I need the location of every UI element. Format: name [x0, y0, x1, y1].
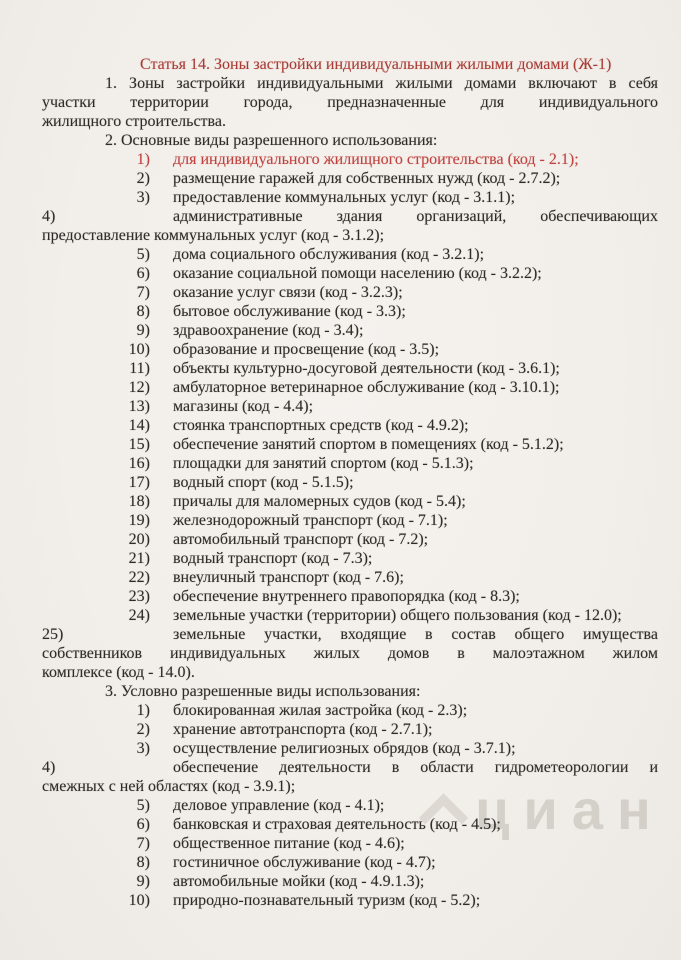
list-item: [42, 891, 658, 910]
list-item: [42, 739, 658, 758]
item-text: оказание услуг связи (код - 3.2.3);: [173, 284, 403, 301]
item-text: банковская и страховая деятельность (код - 4.5);: [173, 816, 501, 833]
list-item: [42, 549, 658, 568]
item-number: 10): [128, 892, 150, 909]
list-item-line: [42, 758, 658, 777]
section3-heading: 3. Условно разрешенные виды использования:: [105, 683, 421, 700]
list-item: [42, 359, 658, 378]
list-item: [42, 625, 658, 682]
item-text: земельные участки, входящие в состав общего имущества: [173, 626, 658, 643]
item-number: 25): [42, 626, 64, 643]
item-text: здравоохранение (код - 3.4);: [173, 322, 364, 339]
list-item: [42, 701, 658, 720]
list-item-line: [42, 739, 658, 758]
list-item: [42, 492, 658, 511]
list-item-line: [42, 378, 658, 397]
list-item-line: [42, 264, 658, 283]
list-item-line: комплексе (код - 14.0).: [42, 664, 195, 681]
list-item-line: [42, 853, 658, 872]
item-text: гостиничное обслуживание (код - 4.7);: [173, 854, 436, 871]
item-number: 11): [129, 360, 150, 377]
list-item-line: [42, 511, 658, 530]
item-number: 23): [128, 588, 150, 605]
item-number: 17): [128, 474, 150, 491]
list-item: [42, 416, 658, 435]
list-item-line: смежных с ней областях (код - 3.9.1);: [42, 778, 296, 795]
list-item-line: предоставление коммунальных услуг (код - 3.1.2);: [42, 227, 385, 244]
list-item-line: [42, 568, 658, 587]
watermark-text: циан: [475, 778, 665, 841]
item-number: 19): [128, 512, 150, 529]
item-number: 9): [136, 322, 150, 339]
item-text: образование и просвещение (код - 3.5);: [173, 341, 440, 358]
item-number: 5): [136, 246, 150, 263]
list-item: [42, 302, 658, 321]
item-number: 5): [136, 797, 150, 814]
list-item-line: [42, 492, 658, 511]
list-item-line: [42, 587, 658, 606]
item-number: 8): [136, 303, 150, 320]
list-item-line: [42, 283, 658, 302]
list-item-line: [42, 872, 658, 891]
list-item-line: [42, 549, 658, 568]
item-text: автомобильный транспорт (код - 7.2);: [173, 531, 429, 548]
list-item: [42, 815, 658, 834]
item-text: автомобильные мойки (код - 4.9.1.3);: [173, 873, 425, 890]
list-item-line: [42, 321, 658, 340]
list-item-line: [42, 245, 658, 264]
item-number: 6): [136, 265, 150, 282]
list-item: [42, 283, 658, 302]
item-text: железнодорожный транспорт (код - 7.1);: [173, 512, 448, 529]
item-number: 1): [136, 702, 150, 719]
item-text: обеспечение занятий спортом в помещениях (код - 5.1.2);: [173, 436, 564, 453]
list-item: [42, 150, 658, 169]
list-item: [42, 511, 658, 530]
list-item-line: [42, 207, 658, 226]
item-text: природно-познавательный туризм (код - 5.2);: [173, 892, 481, 909]
section2-heading: 2. Основные виды разрешенного использования:: [105, 132, 438, 149]
list-item: [42, 872, 658, 891]
list-item-line: [42, 169, 658, 188]
item-text: размещение гаражей для собственных нужд (код - 2.7.2);: [173, 170, 561, 187]
list-item-line: [42, 796, 658, 815]
list-item: [42, 606, 658, 625]
item-number: 1): [136, 151, 150, 168]
list-item-line: [42, 815, 658, 834]
list-item: [42, 454, 658, 473]
item-text: обеспечение деятельности в области гидрометеорологии и: [173, 759, 658, 776]
item-number: 3): [136, 740, 150, 757]
item-number: 13): [128, 398, 150, 415]
item-text: водный спорт (код - 5.1.5);: [173, 474, 354, 491]
list-item-line: [42, 359, 658, 378]
list-item-line: [42, 701, 658, 720]
item-text: площадки для занятий спортом (код - 5.1.3);: [173, 455, 474, 472]
item-text: магазины (код - 4.4);: [173, 398, 314, 415]
intro-paragraph: [42, 74, 658, 131]
list-item: [42, 264, 658, 283]
item-number: 15): [128, 436, 150, 453]
list-item-line: [42, 340, 658, 359]
list-item: [42, 720, 658, 739]
list-item: [42, 473, 658, 492]
list-item: [42, 796, 658, 815]
list-item-line: [42, 834, 658, 853]
item-text: объекты культурно-досуговой деятельности (код - 3.6.1);: [173, 360, 560, 377]
list-item: [42, 245, 658, 264]
list-item-line: [42, 435, 658, 454]
list-item: [42, 587, 658, 606]
item-text: общественное питание (код - 4.6);: [173, 835, 405, 852]
list-item-line: [42, 720, 658, 739]
item-text: стоянка транспортных средств (код - 4.9.2);: [173, 417, 469, 434]
item-text: блокированная жилая застройка (код - 2.3);: [173, 702, 468, 719]
list-item: [42, 435, 658, 454]
list-item-line: [42, 625, 658, 644]
list-item: [42, 169, 658, 188]
list-item-line: собственников индивидуальных жилых домов в малоэтажном жилом: [42, 645, 658, 662]
list-item-line: [42, 530, 658, 549]
list-item: [42, 397, 658, 416]
list-item-line: [42, 606, 658, 625]
item-text: амбулаторное ветеринарное обслуживание (код - 3.10.1);: [173, 379, 560, 396]
item-text: бытовое обслуживание (код - 3.3);: [173, 303, 406, 320]
list-item: [42, 207, 658, 245]
paragraph-line: участки территории города, предназначенные для индивидуального: [42, 94, 658, 111]
list-item: [42, 758, 658, 796]
list-item-line: [42, 416, 658, 435]
item-number: 10): [128, 341, 150, 358]
item-number: 6): [136, 816, 150, 833]
item-number: 14): [128, 417, 150, 434]
item-number: 9): [136, 873, 150, 890]
item-text: административные здания организаций, обеспечивающих: [173, 208, 658, 225]
section3-item-list: [42, 701, 658, 910]
list-item-line: [42, 891, 658, 910]
item-text: осуществление религиозных обрядов (код - 3.7.1);: [173, 740, 516, 757]
item-text: деловое управление (код - 4.1);: [173, 797, 385, 814]
item-number: 7): [136, 284, 150, 301]
list-item-line: [42, 302, 658, 321]
item-number: 4): [42, 759, 56, 776]
item-number: 21): [128, 550, 150, 567]
section2-item-list: [42, 150, 658, 682]
item-text: предоставление коммунальных услуг (код - 3.1.1);: [173, 189, 516, 206]
item-number: 4): [42, 208, 56, 225]
item-number: 3): [136, 189, 150, 206]
list-item-line: [42, 473, 658, 492]
item-number: 7): [136, 835, 150, 852]
document-body: [42, 55, 658, 910]
list-item: [42, 834, 658, 853]
list-item: [42, 188, 658, 207]
list-item-line: [42, 150, 658, 169]
item-number: 16): [128, 455, 150, 472]
item-text: дома социального обслуживания (код - 3.2.1);: [173, 246, 485, 263]
item-number: 2): [136, 170, 150, 187]
item-number: 8): [136, 854, 150, 871]
item-number: 12): [128, 379, 150, 396]
item-number: 22): [128, 569, 150, 586]
item-text: обеспечение внутреннего правопорядка (код - 8.3);: [173, 588, 520, 605]
article-title: Статья 14. Зоны застройки индивидуальными жилыми домами (Ж-1): [140, 56, 612, 73]
item-text: внеуличный транспорт (код - 7.6);: [173, 569, 404, 586]
paragraph-line: 1. Зоны застройки индивидуальными жилыми домами включают в себя: [105, 75, 658, 92]
item-text: для индивидуального жилищного строительства (код - 2.1);: [173, 151, 579, 168]
list-item-line: [42, 188, 658, 207]
list-item: [42, 530, 658, 549]
list-item: [42, 853, 658, 872]
list-item-line: [42, 454, 658, 473]
item-number: 18): [128, 493, 150, 510]
item-text: земельные участки (территории) общего пользования (код - 12.0);: [173, 607, 622, 624]
item-number: 24): [128, 607, 150, 624]
item-text: оказание социальной помощи населению (код - 3.2.2);: [173, 265, 542, 282]
list-item: [42, 378, 658, 397]
list-item: [42, 321, 658, 340]
item-number: 20): [128, 531, 150, 548]
item-number: 2): [136, 721, 150, 738]
item-text: хранение автотранспорта (код - 2.7.1);: [173, 721, 433, 738]
list-item: [42, 340, 658, 359]
item-text: причалы для маломерных судов (код - 5.4);: [173, 493, 466, 510]
list-item-line: [42, 397, 658, 416]
paragraph-line: жилищного строительства.: [42, 113, 226, 130]
item-text: водный транспорт (код - 7.3);: [173, 550, 373, 567]
list-item: [42, 568, 658, 587]
